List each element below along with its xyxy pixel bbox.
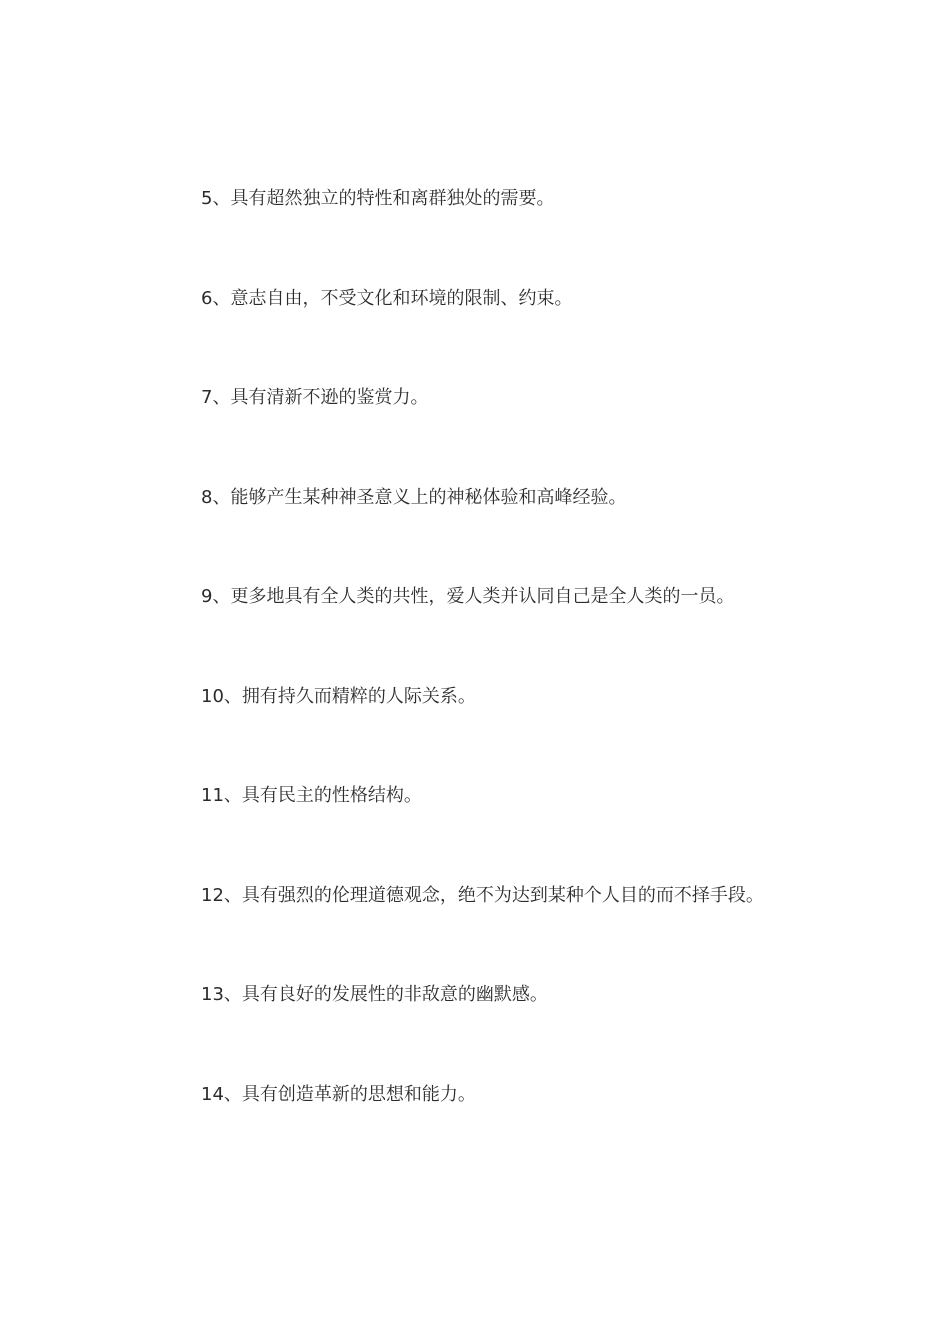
list-item: 12、具有强烈的伦理道德观念，绝不为达到某种个人目的而不择手段。: [201, 884, 764, 906]
list-item: 6、意志自由，不受文化和环境的限制、约束。: [201, 287, 573, 309]
list-item: 10、拥有持久而精粹的人际关系。: [201, 685, 476, 707]
list-item: 8、能够产生某种神圣意义上的神秘体验和高峰经验。: [201, 486, 627, 508]
list-item: 7、具有清新不逊的鉴赏力。: [201, 387, 429, 408]
list-item: 13、具有良好的发展性的非敌意的幽默感。: [201, 984, 548, 1005]
list-item: 5、具有超然独立的特性和离群独处的需要。: [201, 188, 555, 209]
list-item: 9、更多地具有全人类的共性，爱人类并认同自己是全人类的一员。: [201, 586, 735, 607]
list-item: 11、具有民主的性格结构。: [201, 785, 422, 806]
trait-list: [201, 186, 901, 1181]
list-item: 14、具有创造革新的思想和能力。: [201, 1083, 476, 1105]
